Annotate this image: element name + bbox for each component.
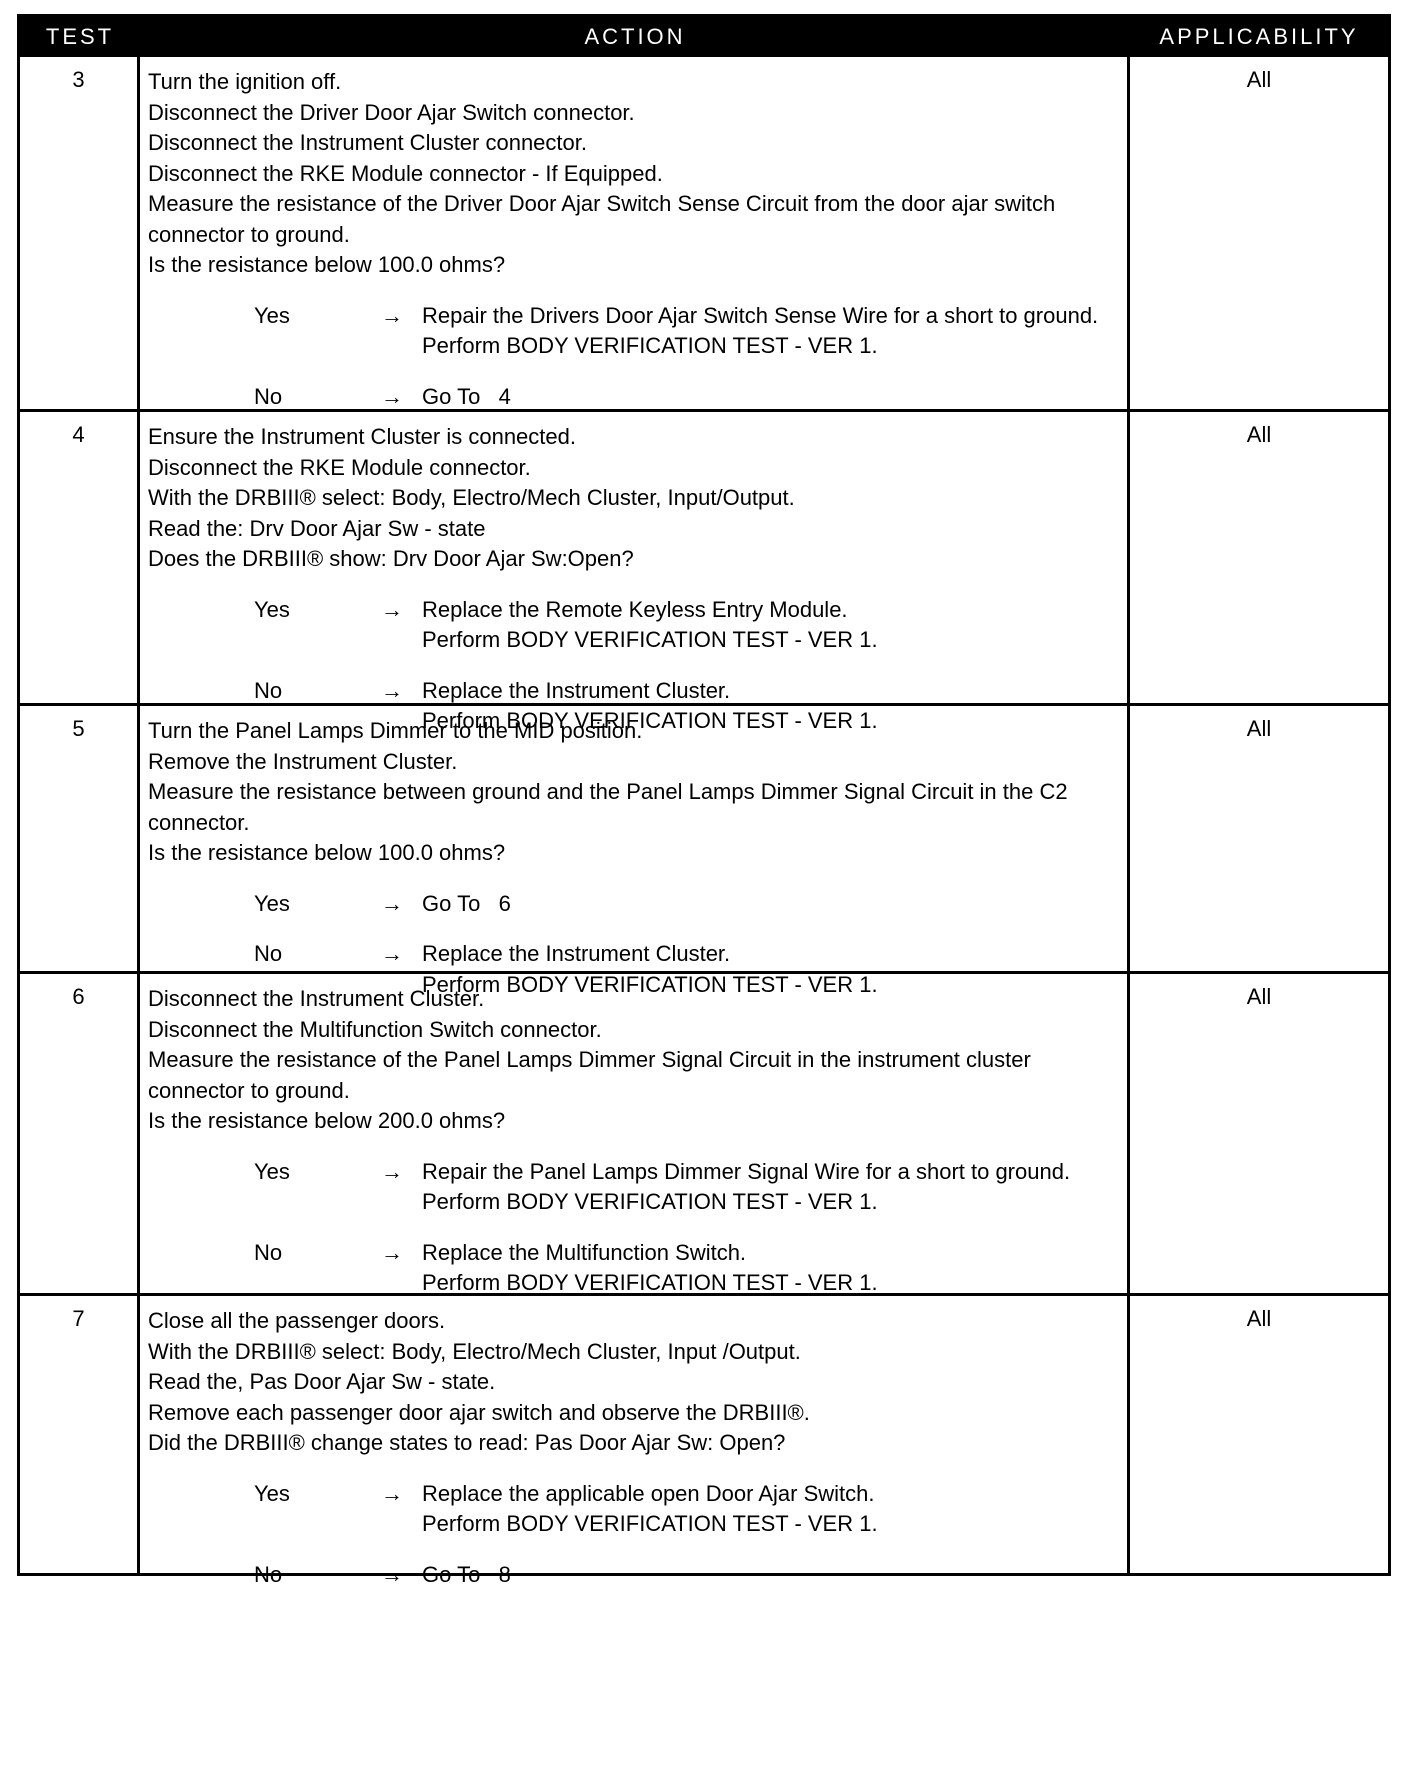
instruction-line: Read the: Drv Door Ajar Sw - state [148,515,486,541]
instruction-line: Close all the passenger doors. [148,1308,446,1333]
action-cell [140,1296,1130,1587]
arrow-right-icon: → [381,677,403,703]
instruction-line: Measure the resistance of the Panel Lamps Dimmer Signal Circuit in the instrument cluster connector to ground. [148,1047,1031,1103]
header-applicability: APPLICABILITY [1159,24,1359,49]
instruction-line: Read the, Pas Door Ajar Sw - state. [148,1369,496,1394]
arrow-right-icon: → [381,596,403,622]
yes-result [422,1157,1119,1218]
result-line: Replace the Instrument Cluster. [422,677,731,703]
no-result [422,1238,1119,1299]
table-body [20,57,1388,1587]
instruction-line: Remove each passenger door ajar switch and observe the DRBIII®. [148,1399,810,1425]
header-test: TEST [45,24,115,49]
no-result [422,382,1119,413]
instruction-line: Measure the resistance of the Driver Door Ajar Switch Sense Circuit from the door ajar switch connector to ground. [148,191,1056,247]
no-label: No [254,941,283,966]
instruction-line: With the DRBIII® select: Body, Electro/Mech Cluster, Input/Output. [148,485,795,510]
instruction-line: Does the DRBIII® show: Drv Door Ajar Sw:Open? [148,546,634,571]
arrow-right-icon: → [381,383,403,409]
arrow-right-icon: → [381,941,403,966]
applicability-value: All [1246,67,1272,92]
test-number: 7 [20,1296,140,1573]
applicability-value: All [1246,422,1272,447]
instruction-line: Ensure the Instrument Cluster is connected. [148,424,576,449]
table-row [20,971,1388,1293]
result-line: Perform BODY VERIFICATION TEST - VER 1. [422,971,878,997]
result-line: Perform BODY VERIFICATION TEST - VER 1. [422,1270,878,1295]
action-cell [140,57,1130,409]
yes-branch [148,595,1119,656]
yes-branch [148,1479,1119,1540]
instruction-line: Disconnect the RKE Module connector - If Equipped. [148,160,663,186]
no-label: No [254,383,283,409]
test-number: 3 [20,57,140,409]
arrow-right-icon: → [381,890,403,916]
result-line: Perform BODY VERIFICATION TEST - VER 1. [422,627,878,652]
arrow-right-icon: → [381,1561,403,1587]
table-row [20,57,1388,409]
yes-branch [148,889,1119,920]
applicability-value: All [1246,716,1272,741]
yes-label: Yes [254,890,290,916]
no-label: No [254,1561,283,1587]
no-result [422,1560,1119,1591]
instruction-line: Remove the Instrument Cluster. [148,748,458,774]
result-line: Repair the Panel Lamps Dimmer Signal Wire for a short to ground. [422,1158,1071,1184]
test-number: 4 [20,412,140,703]
instruction-line: Is the resistance below 100.0 ohms? [148,840,506,865]
result-line: Repair the Drivers Door Ajar Switch Sense Wire for a short to ground. [422,302,1099,328]
result-line: Perform BODY VERIFICATION TEST - VER 1. [422,1511,878,1536]
applicability-value: All [1246,1306,1272,1331]
table-row [20,703,1388,997]
instruction-line: Turn the Panel Lamps Dimmer to the MID position. [148,718,643,743]
result-line: Perform BODY VERIFICATION TEST - VER 1. [422,333,878,358]
arrow-right-icon: → [381,1239,403,1265]
no-label: No [254,677,283,703]
instruction-line: Is the resistance below 100.0 ohms? [148,252,506,277]
result-line: Replace the Multifunction Switch. [422,1239,747,1265]
result-line: Perform BODY VERIFICATION TEST - VER 1. [422,708,878,733]
result-line: Go To 8 [422,1561,511,1587]
test-number: 5 [20,706,140,971]
arrow-right-icon: → [381,1480,403,1506]
yes-label: Yes [254,596,290,622]
no-branch [148,382,1119,413]
instruction-line: Disconnect the Driver Door Ajar Switch connector. [148,99,635,125]
yes-label: Yes [254,302,290,328]
result-line: Replace the applicable open Door Ajar Switch. [422,1480,875,1506]
table-header [20,17,1388,57]
yes-result [422,301,1119,362]
instruction-line: Disconnect the Instrument Cluster connector. [148,130,587,155]
table-row [20,1293,1388,1587]
no-branch [148,1238,1119,1299]
arrow-right-icon: → [381,302,403,328]
yes-result [422,1479,1119,1540]
instruction-line: Disconnect the Multifunction Switch connector. [148,1016,602,1042]
header-action: ACTION [584,24,686,49]
no-label: No [254,1239,283,1265]
yes-label: Yes [254,1158,290,1184]
test-number: 6 [20,974,140,1293]
action-cell [140,706,1130,997]
yes-label: Yes [254,1480,290,1506]
yes-result [422,595,1119,656]
applicability-value: All [1246,984,1272,1009]
result-line: Replace the Remote Keyless Entry Module. [422,596,848,622]
instruction-line: Turn the ignition off. [148,69,342,94]
yes-branch [148,1157,1119,1218]
result-line: Perform BODY VERIFICATION TEST - VER 1. [422,1189,878,1214]
arrow-right-icon: → [381,1158,403,1184]
result-line: Replace the Instrument Cluster. [422,941,731,966]
instruction-line: Did the DRBIII® change states to read: Pas Door Ajar Sw: Open? [148,1430,786,1455]
instruction-line: Disconnect the Instrument Cluster. [148,986,485,1011]
action-cell [140,974,1130,1293]
result-line: Go To 6 [422,890,511,916]
instruction-line: Is the resistance below 200.0 ohms? [148,1108,506,1133]
result-line: Go To 4 [422,383,511,409]
yes-branch [148,301,1119,362]
instruction-line: Disconnect the RKE Module connector. [148,454,531,480]
yes-result [422,889,1119,920]
instruction-line: Measure the resistance between ground and the Panel Lamps Dimmer Signal Circuit in the C2 connector. [148,779,1068,835]
no-branch [148,1560,1119,1591]
instruction-line: With the DRBIII® select: Body, Electro/Mech Cluster, Input /Output. [148,1338,801,1364]
diagnostic-table [17,14,1391,1587]
